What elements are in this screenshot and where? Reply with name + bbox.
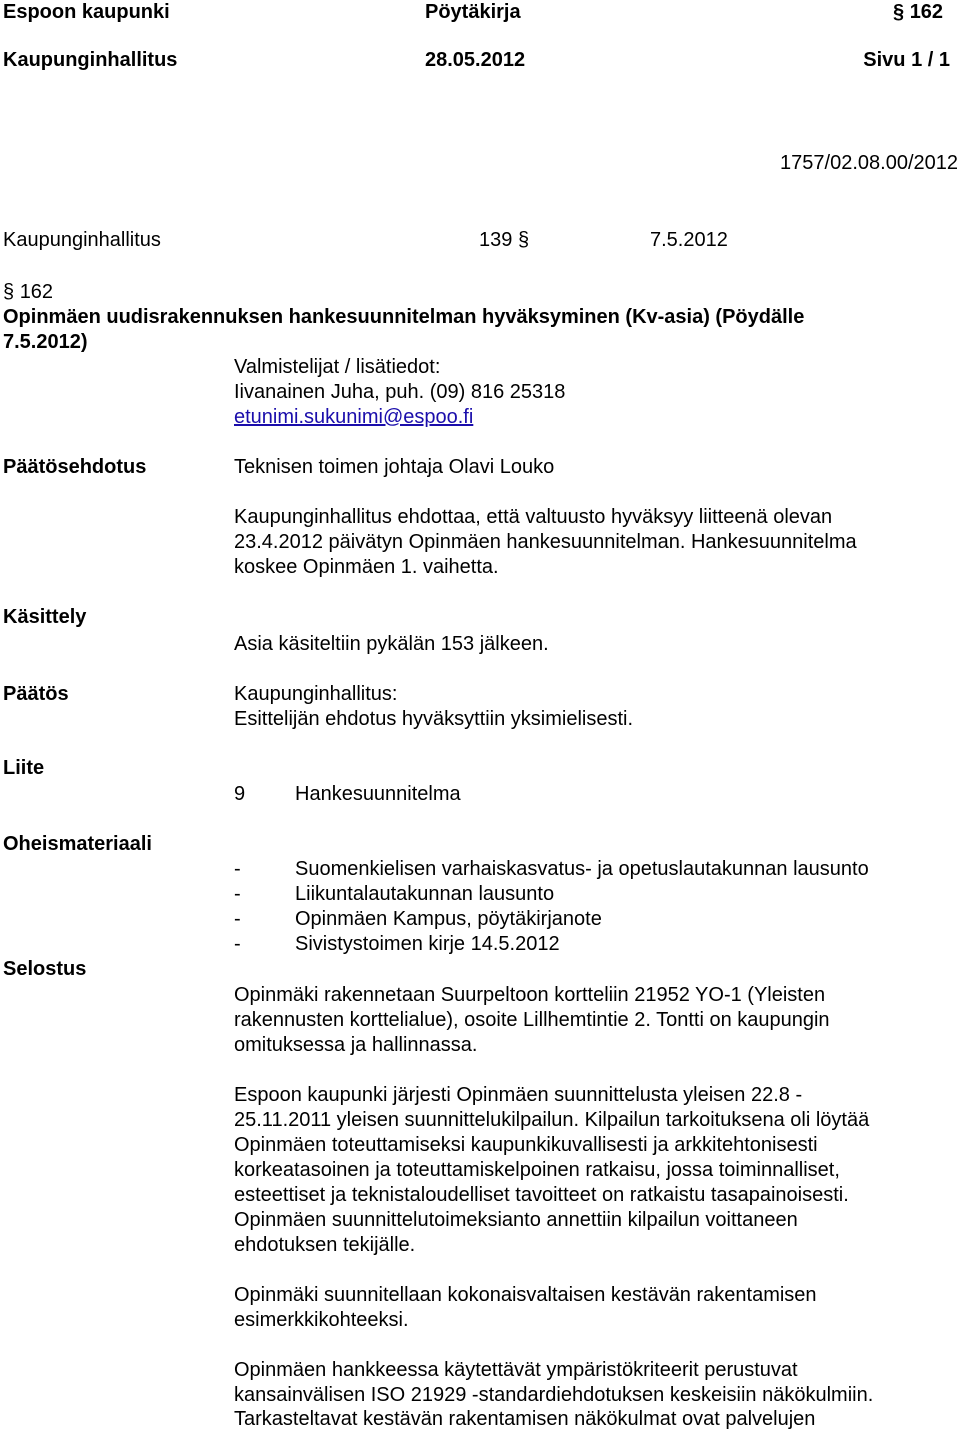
preparers-name: Iivanainen Juha, puh. (09) 816 25318 (234, 381, 566, 403)
list-bullet: - (234, 933, 241, 955)
list-bullet: - (234, 883, 241, 905)
description-line: rakennusten korttelialue), osoite Lillhemtintie 2. Tontti on kaupungin (234, 1009, 830, 1031)
label-other-material: Oheismateriaali (3, 833, 152, 855)
item-section-mark: § (3, 281, 15, 303)
description-line: Opinmäen suunnittelutoimeksianto annettiin kilpailun voittaneen (234, 1209, 798, 1231)
description-line: Espoon kaupunki järjesti Opinmäen suunnittelusta yleisen 22.8 - (234, 1084, 803, 1106)
description-line: Opinmäki rakennetaan Suurpeltoon kortteliin 21952 YO-1 (Yleisten (234, 984, 826, 1006)
description-line: Opinmäen toteuttamiseksi kaupunkikuvallisesti ja arkkitehtonisesti (234, 1134, 818, 1156)
description-line: kansainvälisen ISO 21929 -standardiehdotuksen keskeisiin näkökulmiin. (234, 1384, 874, 1406)
list-item: Suomenkielisen varhaiskasvatus- ja opetuslautakunnan lausunto (295, 858, 869, 880)
section-number: 162 (909, 1, 944, 23)
header-date: 28.05.2012 (425, 49, 526, 71)
description-line: Tarkasteltavat kestävän rakentamisen näkökulmat ovat palvelujen (234, 1408, 816, 1430)
header-page: Sivu 1 / 1 (863, 49, 950, 71)
reference-number: 1757/02.08.00/2012 (780, 152, 958, 174)
proposal-line: 23.4.2012 päivätyn Opinmäen hankesuunnitelman. Hankesuunnitelma (234, 531, 857, 553)
header-section (893, 0, 943, 25)
item-number-value: 162 (19, 281, 54, 303)
attachment-number: 9 (234, 783, 246, 805)
label-description: Selostus (3, 958, 87, 980)
other-material-list (0, 857, 960, 957)
preparers-email-link[interactable]: etunimi.sukunimi@espoo.fi (234, 406, 474, 428)
proposal-line: koskee Opinmäen 1. vaihetta. (234, 556, 499, 578)
proposal-line: Kaupunginhallitus ehdottaa, että valtuusto hyväksyy liitteenä olevan (234, 506, 833, 528)
header-doc-type: Pöytäkirja (425, 1, 521, 23)
label-proposal: Päätösehdotus (3, 456, 147, 478)
handling-text: Asia käsiteltiin pykälän 153 jälkeen. (234, 633, 549, 655)
preparers-heading: Valmistelijat / lisätiedot: (234, 356, 441, 378)
description-line: esimerkkikohteeksi. (234, 1309, 409, 1331)
decision-line1: Kaupunginhallitus: (234, 683, 398, 705)
decision-line2: Esittelijän ehdotus hyväksyttiin yksimielisesti. (234, 708, 634, 730)
description-line: ehdotuksen tekijälle. (234, 1234, 416, 1256)
prior-section-mark: § (517, 229, 530, 251)
item-title-line2: 7.5.2012) (3, 331, 88, 353)
description-line: esteettiset ja teknistaloudelliset tavoitteet on ratkaistu tasapainoisesti. (234, 1184, 849, 1206)
description-line: Opinmäen hankkeessa käytettävät ympäristökriteerit perustuvat (234, 1359, 798, 1381)
label-handling: Käsittely (3, 606, 87, 628)
description-line: Opinmäki suunnitellaan kokonaisvaltaisen kestävän rakentamisen (234, 1284, 817, 1306)
section-mark: § (893, 1, 905, 23)
list-item: Liikuntalautakunnan lausunto (295, 883, 555, 905)
item-title-line1: Opinmäen uudisrakennuksen hankesuunnitelman hyväksyminen (Kv-asia) (Pöydälle (3, 306, 805, 328)
description-line: korkeatasoinen ja toteuttamiskelpoinen ratkaisu, jossa toiminnalliset, (234, 1159, 840, 1181)
label-decision: Päätös (3, 683, 69, 705)
prior-number (479, 228, 529, 253)
list-item: Opinmäen Kampus, pöytäkirjanote (295, 908, 602, 930)
list-item: Sivistystoimen kirje 14.5.2012 (295, 933, 560, 955)
item-number (3, 280, 53, 305)
header-org: Espoon kaupunki (3, 1, 170, 23)
description-line: 25.11.2011 yleisen suunnittelukilpailun. Kilpailun tarkoituksena oli löytää (234, 1109, 870, 1131)
prior-date: 7.5.2012 (650, 229, 728, 251)
list-bullet: - (234, 908, 241, 930)
proposal-presenter: Teknisen toimen johtaja Olavi Louko (234, 456, 555, 478)
header-body: Kaupunginhallitus (3, 49, 178, 71)
list-bullet: - (234, 858, 241, 880)
attachment-name: Hankesuunnitelma (295, 783, 461, 805)
prior-body: Kaupunginhallitus (3, 229, 161, 251)
description-line: omituksessa ja hallinnassa. (234, 1034, 478, 1056)
prior-number-value: 139 (479, 229, 513, 251)
label-attachment: Liite (3, 757, 45, 779)
